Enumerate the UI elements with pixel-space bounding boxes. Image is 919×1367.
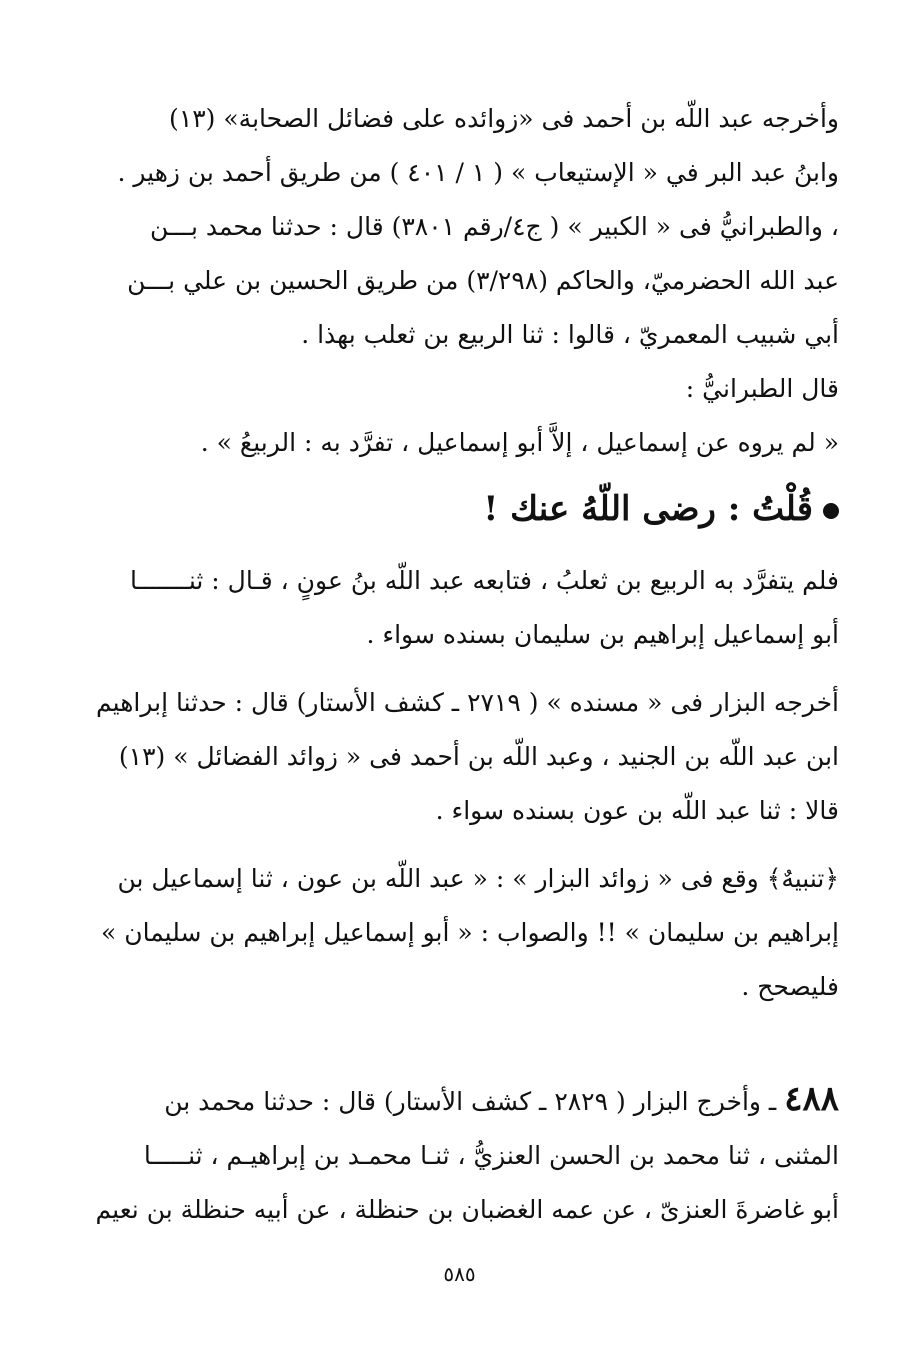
text-line: فليصحح . bbox=[741, 972, 839, 1001]
text-line: قالا : ثنا عبد اللّه بن عون بسنده سواء . bbox=[435, 796, 839, 825]
page-number: ٥٨٥ bbox=[443, 1262, 476, 1286]
paragraph-takhrij bbox=[95, 92, 839, 470]
text-line: ، والطبرانيُّ فى « الكبير » ( ج٤/رقم ٣٨٠١) قال : حدثنا محمد بـــن bbox=[149, 212, 839, 241]
text-line: وابنُ عبد البر في « الإستيعاب » ( ١ / ٤٠١ ) من طريق أحمد بن زهير . bbox=[117, 158, 839, 187]
text-line: وأخرجه عبد اللّه بن أحمد فى «زوائده على فضائل الصحابة» (١٣) bbox=[169, 104, 839, 133]
heading-text: قُلْتُ : رضى اللّهُ عنك ! bbox=[483, 489, 813, 529]
text-line: ـ وأخرج البزار ( ٢٨٢٩ ـ كشف الأستار) قال : حدثنا محمد بن bbox=[164, 1087, 777, 1116]
text-line: فلم يتفرَّد به الربيع بن ثعلبُ ، فتابعه عبد اللّه بنُ عونٍ ، قـال : ثنـــــــا bbox=[129, 566, 839, 595]
text-line: قال الطبرانيُّ : bbox=[685, 374, 839, 403]
hadith-entry bbox=[95, 1072, 839, 1237]
text-line: ﴿تنبيهٌ﴾ وقع فى « زوائد البزار » : « عبد اللّه بن عون ، ثنا إسماعيل بن bbox=[117, 864, 839, 893]
text-line: أبو إسماعيل إبراهيم بن سليمان بسنده سواء . bbox=[366, 620, 839, 649]
text-line: أخرجه البزار فى « مسنده » ( ٢٧١٩ ـ كشف الأستار) قال : حدثنا إبراهيم bbox=[96, 688, 839, 717]
text-line: ابن عبد اللّه بن الجنيد ، وعبد اللّه بن أحمد فى « زوائد الفضائل » (١٣) bbox=[118, 742, 839, 771]
entry-number: ٤٨٨ bbox=[784, 1079, 839, 1119]
text-line: إبراهيم بن سليمان » !! والصواب : « أبو إسماعيل إبراهيم بن سليمان » bbox=[101, 918, 839, 947]
paragraph-tanbih bbox=[95, 852, 839, 1014]
page-body bbox=[95, 92, 839, 1237]
text-line: « لم يروه عن إسماعيل ، إلاَّ أبو إسماعيل ، تفرَّد به : الربيعُ » . bbox=[200, 428, 839, 457]
bullet-icon bbox=[823, 503, 839, 519]
text-line: أبو غاضرةَ العنزىّ ، عن عمه الغضبان بن حنظلة ، عن أبيه حنظلة بن نعيم bbox=[95, 1195, 839, 1224]
paragraph-mutaba bbox=[95, 554, 839, 662]
section-heading bbox=[95, 474, 839, 544]
paragraph-bazzar bbox=[95, 676, 839, 838]
text-line: المثنى ، ثنا محمد بن الحسن العنزيُّ ، ثنـا محمـد بن إبراهيـم ، ثنـــــا bbox=[143, 1141, 839, 1170]
text-line: أبي شبيب المعمريّ ، قالوا : ثنا الربيع بن ثعلب بهذا . bbox=[301, 320, 839, 349]
text-line: عبد الله الحضرميّ، والحاكم (٣/٢٩٨) من طريق الحسين بن علي بـــن bbox=[127, 266, 839, 295]
entry-first-line bbox=[95, 1072, 839, 1129]
